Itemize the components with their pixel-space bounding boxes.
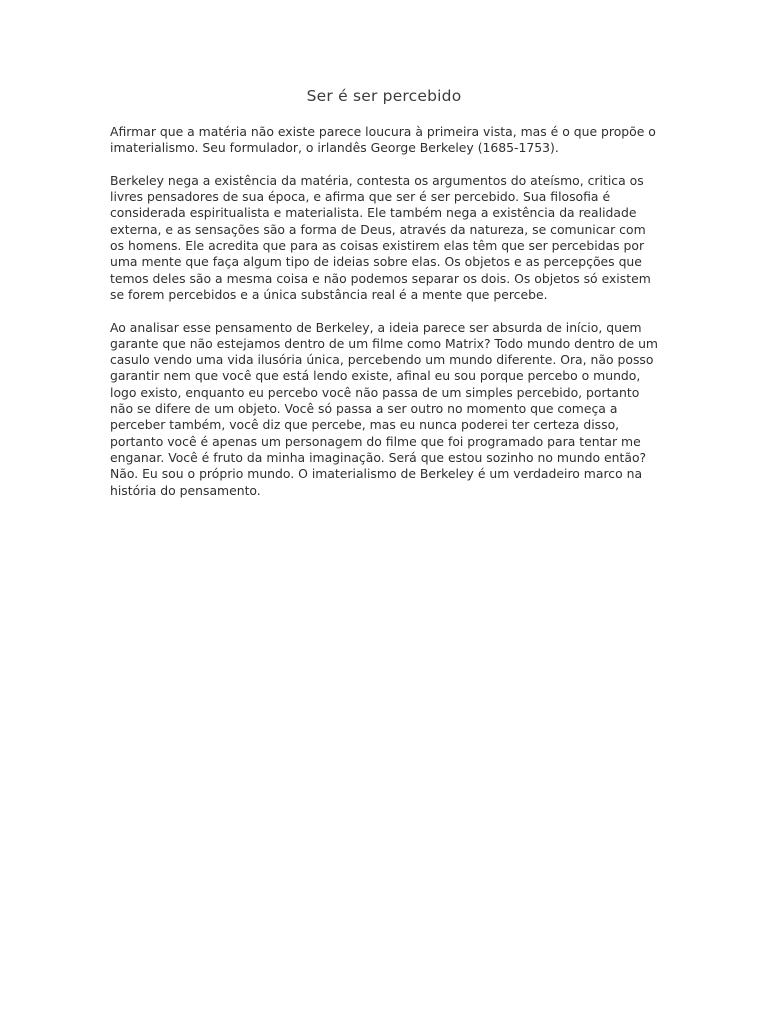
paragraph-intro: Afirmar que a matéria não existe parece loucura à primeira vista, mas é o que propõe o imaterialismo. Seu formulador, o irlandês George Berkeley (1685-1753). bbox=[110, 124, 656, 156]
paragraph-berkeley-philosophy: Berkeley nega a existência da matéria, contesta os argumentos do ateísmo, critica os livres pensadores de sua época, e afirma que ser é ser percebido. Sua filosofia é considerada espiritualista e materialista. Ele também nega a existência da realidade externa, e as sensações são a forma de Deus, através da natureza, se comunicar com os homens. Ele acredita que para as coisas existirem elas têm que ser percebidas por uma mente que faça algum tipo de ideias sobre elas. Os objetos e as percepções que temos deles são a mesma coisa e não podemos separar os dois. Os objetos só existem se forem percebidos e a única substância real é a mente que percebe. bbox=[110, 172, 651, 302]
document-body bbox=[110, 124, 662, 515]
document-title: Ser é ser percebido bbox=[306, 87, 462, 105]
paragraph-analysis: Ao analisar esse pensamento de Berkeley, a ideia parece ser absurda de início, quem garante que não estejamos dentro de um filme como Matrix? Todo mundo dentro de um casulo vendo uma vida ilusória única, percebendo um mundo diferente. Ora, não posso garantir nem que você que está lendo existe, afinal eu sou porque percebo o mundo, logo existo, enquanto eu percebo você não passa de um simples percebido, portanto não se difere de um objeto. Você só passa a ser outro no momento que começa a perceber também, você diz que percebe, mas eu nunca poderei ter certeza disso, portanto você é apenas um personagem do filme que foi programado para tentar me enganar. Você é fruto da minha imaginação. Será que estou sozinho no mundo então? Não. Eu sou o próprio mundo. O imaterialismo de Berkeley é um verdadeiro marco na história do pensamento. bbox=[110, 319, 658, 498]
